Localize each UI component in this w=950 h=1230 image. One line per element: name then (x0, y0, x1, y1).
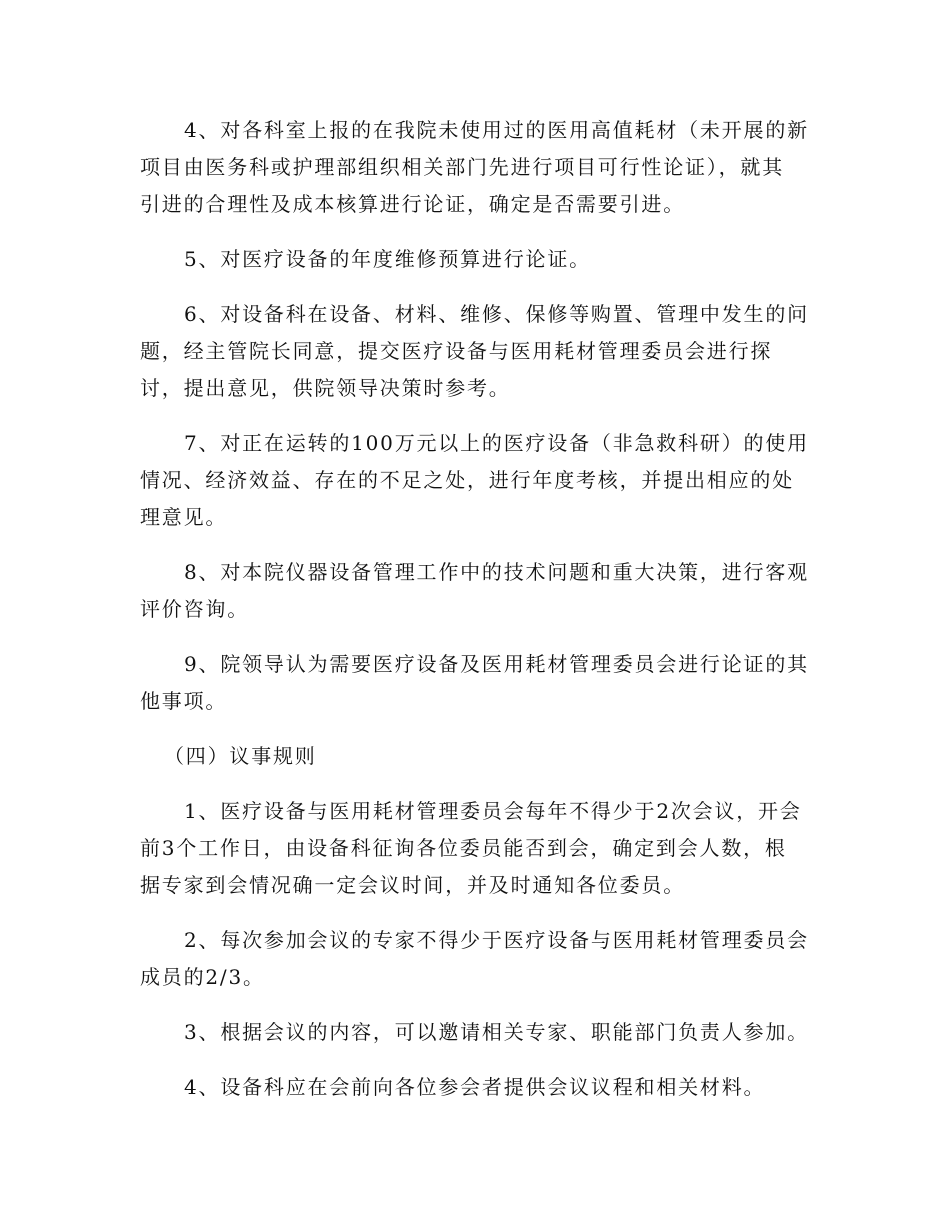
text-line: 据专家到会情况确一定会议时间，并及时通知各位委员。 (140, 873, 685, 897)
text-line: 2、每次参加会议的专家不得少于医疗设备与医用耗材管理委员会 (184, 928, 809, 952)
paragraph-item-8 (140, 554, 808, 628)
text-line: 4、设备科应在会前向各位参会者提供会议议程和相关材料。 (184, 1075, 766, 1099)
paragraph-item-6 (140, 296, 808, 407)
text-line: 题，经主管院长同意，提交医疗设备与医用耗材管理委员会进行探 (140, 339, 773, 363)
document-page (140, 112, 808, 1124)
text-line: 4、对各科室上报的在我院未使用过的医用高值耗材（未开展的新 (184, 118, 809, 142)
text-line: 情况、经济效益、存在的不足之处，进行年度考核，并提出相应的处 (140, 468, 794, 492)
text-line: 讨，提出意见，供院领导决策时参考。 (140, 376, 511, 400)
text-line: 引进的合理性及成本核算进行论证，确定是否需要引进。 (140, 192, 685, 216)
paragraph-item-7 (140, 425, 808, 536)
text-line: 理意见。 (140, 505, 228, 529)
rule-item-3 (140, 1014, 808, 1051)
text-line: 6、对设备科在设备、材料、维修、保修等购置、管理中发生的问 (184, 302, 809, 326)
rule-item-2 (140, 922, 808, 996)
text-line: 9、院领导认为需要医疗设备及医用耗材管理委员会进行论证的其 (184, 652, 809, 676)
rule-item-1 (140, 793, 808, 904)
paragraph-item-9 (140, 646, 808, 720)
section-heading: （四）议事规则 (164, 744, 317, 768)
text-line: 前3个工作日，由设备科征询各位委员能否到会，确定到会人数，根 (140, 836, 787, 860)
rule-item-4 (140, 1069, 808, 1106)
paragraph-item-4 (140, 112, 808, 223)
text-line: 成员的2/3。 (140, 965, 265, 989)
text-line: 他事项。 (140, 689, 228, 713)
text-line: 8、对本院仪器设备管理工作中的技术问题和重大决策，进行客观 (184, 560, 809, 584)
text-line: 项目由医务科或护理部组织相关部门先进行项目可行性论证），就其 (140, 155, 784, 179)
text-line: 评价咨询。 (140, 597, 249, 621)
paragraph-item-5 (140, 241, 808, 278)
text-line: 3、根据会议的内容，可以邀请相关专家、职能部门负责人参加。 (184, 1020, 809, 1044)
text-line: 7、对正在运转的100万元以上的医疗设备（非急救科研）的使用 (184, 431, 809, 455)
text-line: 1、医疗设备与医用耗材管理委员会每年不得少于2次会议，开会 (184, 799, 802, 823)
text-line: 5、对医疗设备的年度维修预算进行论证。 (184, 247, 591, 271)
